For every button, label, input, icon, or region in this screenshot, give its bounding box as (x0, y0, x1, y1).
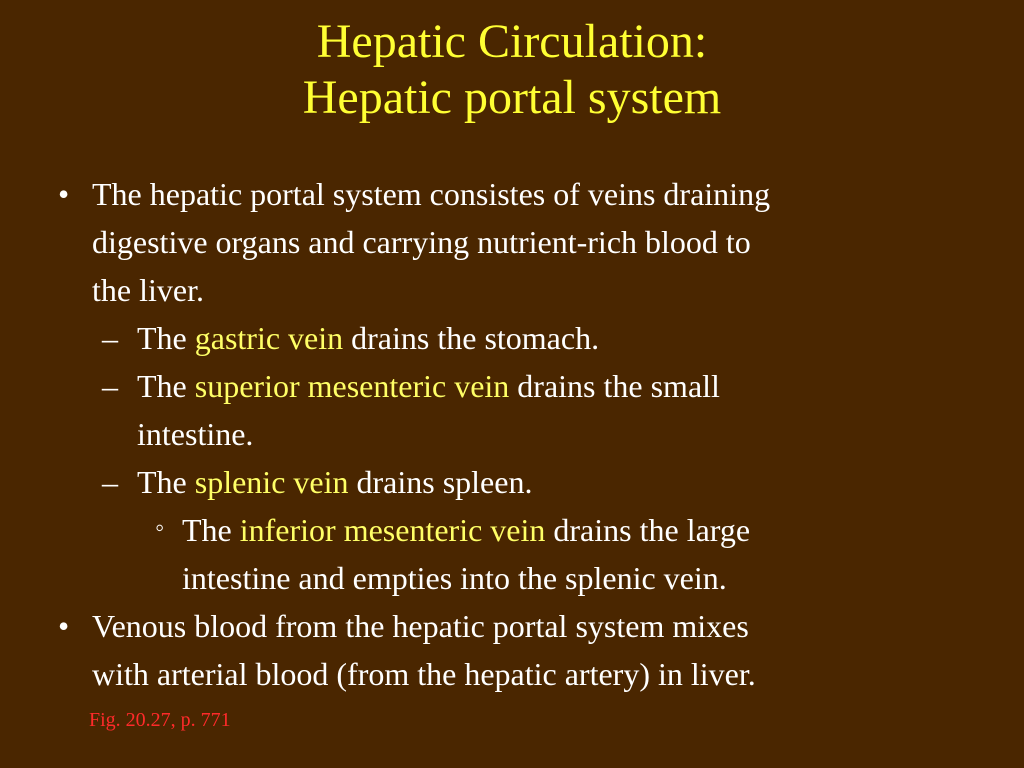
text-segment: drains the stomach. (343, 320, 600, 356)
text-segment: The (137, 320, 195, 356)
bullet-1-line-2: digestive organs and carrying nutrient-rich blood to (92, 224, 751, 260)
sub-bullet-splenic-vein (137, 458, 532, 506)
bullet-marker: • (58, 176, 70, 212)
title-line-2: Hepatic portal system (302, 71, 722, 124)
text-segment: The (137, 368, 195, 404)
text-segment: drains the large (545, 512, 751, 548)
text-segment: drains the small (509, 368, 720, 404)
figure-caption: Fig. 20.27, p. 771 (89, 709, 231, 731)
text-segment: drains spleen. (348, 464, 533, 500)
text-segment: The (182, 512, 240, 548)
slide-title (0, 14, 1024, 126)
sub-bullet-marker: – (102, 368, 118, 404)
sub-bullet-gastric-vein (137, 314, 599, 362)
title-line-1: Hepatic Circulation: (316, 15, 708, 68)
sub-sub-bullet-inferior-mesenteric-vein (182, 506, 750, 554)
text-segment: The (137, 464, 195, 500)
highlight-term: splenic vein (194, 464, 349, 500)
highlight-term: superior mesenteric vein (194, 368, 510, 404)
bullet-1-line-1: The hepatic portal system consistes of veins draining (92, 176, 771, 212)
sub-bullet-superior-mesenteric-vein (137, 362, 720, 410)
highlight-term: inferior mesenteric vein (239, 512, 546, 548)
sub-sub-bullet-marker: ◦ (155, 513, 165, 542)
bullet-1-line-3: the liver. (92, 272, 204, 308)
highlight-term: gastric vein (194, 320, 344, 356)
bullet-marker: • (58, 608, 70, 644)
sub-bullet-marker: – (102, 320, 118, 356)
sub-bullet-2-line-2: intestine. (137, 416, 254, 452)
bullet-2-line-2: with arterial blood (from the hepatic artery) in liver. (92, 656, 756, 692)
sub-sub-bullet-line-2: intestine and empties into the splenic vein. (182, 560, 727, 596)
bullet-2-line-1: Venous blood from the hepatic portal system mixes (92, 608, 749, 644)
sub-bullet-marker: – (102, 464, 118, 500)
